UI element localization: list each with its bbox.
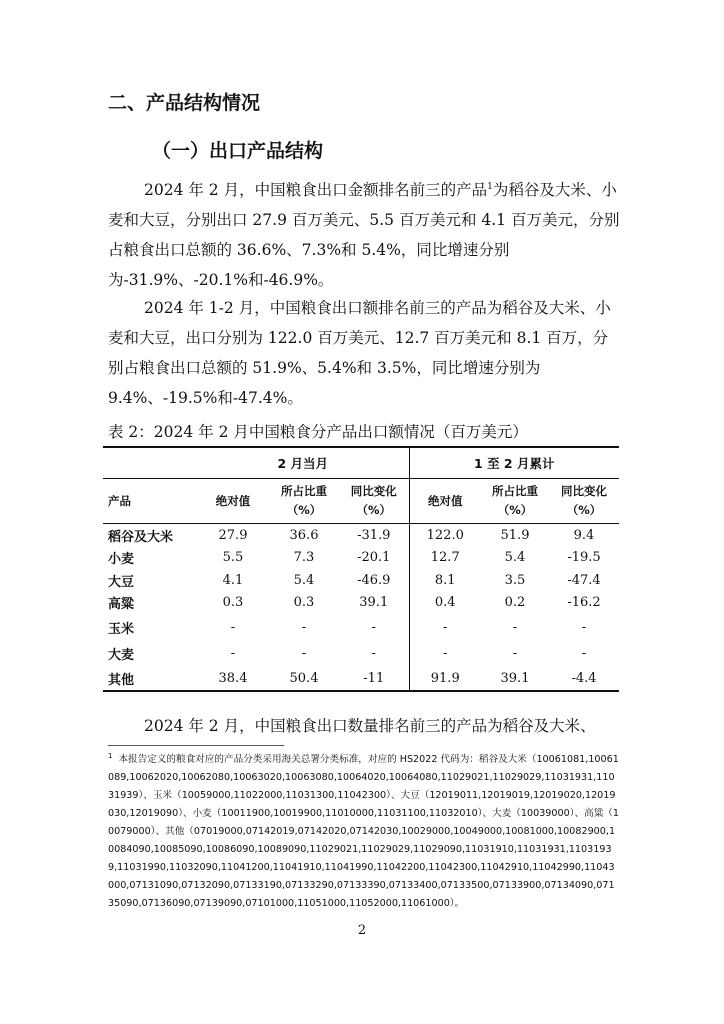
header-share-unit: （%） — [286, 503, 322, 517]
table-row — [103, 640, 619, 666]
cell-value: 91.9 — [409, 666, 481, 691]
cell-value: 51.9 — [500, 527, 530, 543]
header-share-cum — [481, 479, 549, 524]
product-name: 大豆 — [108, 574, 135, 590]
header-yoy-label: 同比变化 — [350, 484, 397, 498]
export-by-product-table — [103, 446, 619, 692]
cell-value: -16.2 — [567, 595, 601, 611]
table-row — [103, 614, 619, 640]
cell-value: 9.4 — [573, 527, 595, 543]
product-name: 高粱 — [108, 597, 135, 613]
cell-value: - — [230, 619, 236, 635]
table-row — [103, 592, 619, 615]
header-empty — [103, 447, 197, 479]
product-name: 大麦 — [108, 647, 135, 663]
header-yoy-unit: （%） — [356, 503, 392, 517]
cell-value: 122.0 — [409, 524, 481, 547]
product-name: 小麦 — [108, 552, 135, 568]
cell-value: - — [371, 619, 376, 635]
cell-value: 3.5 — [504, 572, 526, 588]
cell-value: 0.2 — [504, 595, 526, 611]
header-yoy-cum — [549, 479, 619, 524]
cell-value: 7.3 — [293, 550, 315, 566]
page-number: 2 — [357, 923, 367, 938]
header-yoy-label: 同比变化 — [561, 484, 607, 498]
cell-value: - — [581, 645, 587, 661]
cell-value: - — [512, 619, 518, 635]
cell-value: 8.1 — [409, 569, 481, 592]
table-caption: 表 2：2024 年 2 月中国粮食分产品出口额情况（百万美元） — [108, 423, 528, 441]
cell-value: 38.4 — [197, 666, 269, 691]
cell-value: 0.4 — [409, 592, 481, 615]
cell-value: -31.9 — [357, 527, 391, 543]
paragraph-feb-export-volume: 2024 年 2 月，中国粮食出口数量排名前三的产品为稻谷及大米、 — [144, 717, 596, 735]
cell-value: - — [409, 614, 481, 640]
footnote-text: 本报告定义的粮食对应的产品分类采用海关总署分类标准，对应的 HS2022 代码为：稻谷及大米（10061081,10061089,10062020,10062080,10063020,10063080,10064020,10064080,11029021,11029029,11031931,11031939）、玉米（10059000,11022000,11031300,11042300）、大豆（12019011,12019019,12019020,12019030,12019090）、小麦（10011900,10019900,11010000,11031100,11032010）、大麦（10039000）、高粱（10079000）、其他（07019000,07142019,07142020,07142030,10029000,10049000,10081000,10082900,10084090,10085090,10086090,10089090,11029021,11029029,11029090,11031910,11031931,11031939,11031990,11032090,11041200,11041910,11041990,11042200,11042300,11042910,11042990,11043000,07131090,07132090,07133190,07133290,07133390,07133400,07133500,07133900,07134090,07135090,07136090,07139090,07101000,11051000,11052000,11061000）。 — [108, 754, 619, 909]
cell-value: -47.4 — [567, 572, 601, 588]
product-name: 玉米 — [108, 621, 135, 637]
cell-value: - — [301, 619, 307, 635]
cell-value: 27.9 — [218, 527, 248, 543]
footnote-mark: 1 — [108, 751, 113, 760]
header-share-unit: （%） — [497, 503, 533, 517]
cell-value: 5.5 — [222, 550, 244, 566]
header-share-label: 所占比重 — [281, 484, 327, 498]
table-row — [103, 547, 619, 570]
product-name: 其他 — [103, 666, 197, 691]
cell-value: - — [409, 640, 481, 666]
product-name: 稻谷及大米 — [108, 529, 174, 545]
cell-value: - — [512, 645, 518, 661]
footnote-divider — [108, 745, 284, 746]
cell-value: -4.4 — [549, 666, 619, 691]
header-absolute: 绝对值 — [197, 479, 269, 524]
cell-value: 39.1 — [481, 666, 549, 691]
cell-value: 36.6 — [289, 527, 319, 543]
cell-value: -11 — [339, 666, 409, 691]
cell-value: -19.5 — [567, 550, 601, 566]
header-share — [269, 479, 339, 524]
cell-value: -46.9 — [357, 572, 391, 588]
subsection-heading: （一）出口产品结构 — [152, 140, 324, 162]
header-group-jan-feb: 1 至 2 月累计 — [409, 447, 619, 479]
header-product: 产品 — [103, 479, 197, 524]
cell-value: 0.3 — [222, 595, 244, 611]
table-row — [103, 524, 619, 547]
paragraph-jan-feb-export-value: 2024 年 1-2 月，中国粮食出口额排名前三的产品为稻谷及大米、小麦和大豆，出口分别为 122.0 百万美元、12.7 百万美元和 8.1 百万，分别占粮食出口总额的 51.9%、5.4%和 3.5%，同比增速分别为 9.4%、-19.5%和-47.4%。 — [108, 299, 611, 407]
header-yoy-unit: （%） — [566, 503, 602, 517]
cell-value: 39.1 — [359, 595, 389, 611]
paragraph-text: 为稻谷及大米、小麦和大豆，分别出口 27.9 百万美元、5.5 百万美元和 4.1 百万美元，分别占粮食出口总额的 36.6%、7.3%和 5.4%，同比增速分别为-31.9%、-20.1%和-46.9%。 — [108, 181, 620, 289]
cell-value: - — [371, 645, 376, 661]
cell-value: 0.3 — [293, 595, 315, 611]
table-row — [103, 666, 619, 691]
header-absolute-cum: 绝对值 — [409, 479, 481, 524]
cell-value: 5.4 — [504, 550, 526, 566]
header-yoy — [339, 479, 409, 524]
cell-value: -20.1 — [357, 550, 391, 566]
table-row — [103, 569, 619, 592]
header-group-feb: 2 月当月 — [197, 447, 409, 479]
cell-value: 50.4 — [269, 666, 339, 691]
cell-value: - — [230, 645, 236, 661]
header-share-label: 所占比重 — [492, 484, 538, 498]
footnote — [108, 751, 620, 913]
cell-value: 12.7 — [409, 547, 481, 570]
cell-value: 5.4 — [293, 572, 315, 588]
cell-value: - — [581, 619, 587, 635]
section-heading: 二、产品结构情况 — [108, 92, 261, 114]
cell-value: - — [301, 645, 307, 661]
footnote-reference[interactable]: 1 — [487, 181, 493, 192]
cell-value: 4.1 — [222, 572, 244, 588]
paragraph-feb-export-value — [108, 175, 620, 295]
paragraph-text: 2024 年 2 月，中国粮食出口金额排名前三的产品 — [144, 181, 488, 199]
